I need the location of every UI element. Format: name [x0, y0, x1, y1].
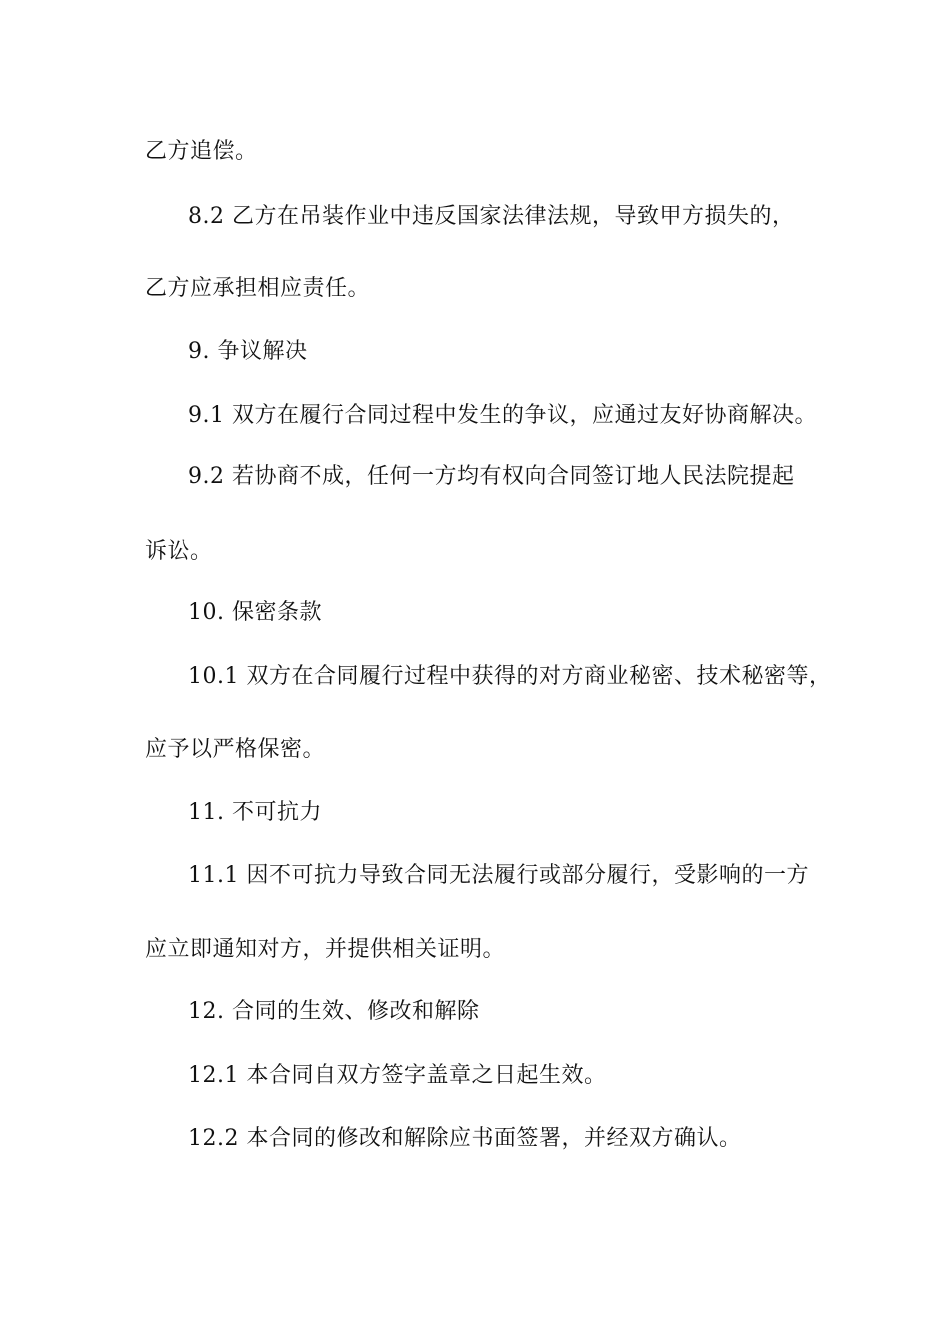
text-line-continuation: 应予以严格保密。 — [145, 737, 326, 762]
text-line-continuation: 诉讼。 — [145, 539, 213, 564]
section-heading-10: 10. 保密条款 — [188, 600, 322, 625]
clause-9-1: 9.1 双方在履行合同过程中发生的争议，应通过友好协商解决。 — [188, 403, 817, 428]
text-line-continuation: 乙方追偿。 — [145, 139, 258, 164]
clause-12-2: 12.2 本合同的修改和解除应书面签署，并经双方确认。 — [188, 1126, 742, 1151]
clause-10-1: 10.1 双方在合同履行过程中获得的对方商业秘密、技术秘密等， — [188, 664, 832, 689]
clause-12-1: 12.1 本合同自双方签字盖章之日起生效。 — [188, 1063, 607, 1088]
section-heading-11: 11. 不可抗力 — [188, 800, 322, 825]
text-line-continuation: 乙方应承担相应责任。 — [145, 276, 371, 301]
section-heading-12: 12. 合同的生效、修改和解除 — [188, 999, 480, 1024]
clause-9-2: 9.2 若协商不成，任何一方均有权向合同签订地人民法院提起 — [188, 464, 795, 489]
text-line-continuation: 应立即通知对方，并提供相关证明。 — [145, 937, 506, 962]
clause-11-1: 11.1 因不可抗力导致合同无法履行或部分履行，受影响的一方 — [188, 863, 809, 888]
clause-8-2: 8.2 乙方在吊装作业中违反国家法律法规，导致甲方损失的， — [188, 204, 795, 229]
section-heading-9: 9. 争议解决 — [188, 339, 308, 364]
